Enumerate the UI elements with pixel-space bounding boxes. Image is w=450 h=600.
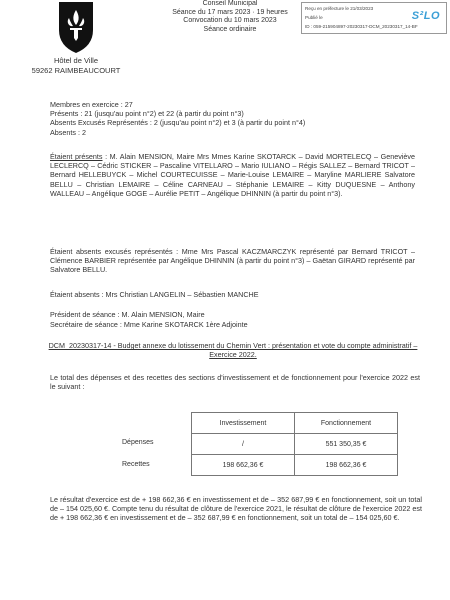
depenses-fonctionnement: 551 350,35 €: [295, 434, 398, 455]
stamp-published: Publié le: [305, 15, 323, 20]
excused-count: Absents Excusés Représentés : 2 (jusqu'au point n°2) et 3 (à partir du point n°4): [50, 118, 306, 128]
secretary-line: Secrétaire de séance : Mme Karine SKOTARCK 1ère Adjointe: [50, 320, 248, 329]
town-hall-label: Hôtel de Ville: [53, 56, 99, 65]
table-row-spacer: [178, 455, 192, 476]
recettes-fonctionnement: 198 662,36 €: [295, 455, 398, 476]
depenses-label: Dépenses: [122, 439, 154, 446]
town-address: [28, 56, 124, 76]
slo-logo: S²LO: [411, 10, 440, 22]
budget-intro: Le total des dépenses et des recettes des sections d'investissement et de fonctionnement pour l'exercice 2022 est le suivant :: [50, 373, 420, 392]
prefecture-stamp: [301, 2, 447, 34]
result-paragraph: Le résultat d'exercice est de + 198 662,36 € en investissement et de – 352 687,99 € en fonctionnement, soit un total de – 154 025,60 €. Compte tenu du résultat de clôture de l'exercice 2021, le résultat de clôture de l'exercice 2022 est de + 198 662,36 € en investissement et de – 352 687,99 € en fonctionnement, soit un total de – 154 025,60 €.: [50, 495, 422, 523]
presents-paragraph: [50, 152, 415, 198]
members-count: Membres en exercice : 27: [50, 100, 133, 109]
table-corner: [178, 413, 192, 434]
absents-paragraph: Étaient absents : Mrs Christian LANGELIN – Sébastien MANCHE: [50, 290, 259, 299]
town-crest-icon: [57, 0, 95, 54]
attendance-stats: [50, 100, 305, 137]
present-count: Présents : 21 (jusqu'au point n°2) et 22 (à partir du point n°3): [50, 109, 244, 119]
excused-paragraph: Étaient absents excusés représentés : Mme Mrs Pascal KACZMARCZYK représenté par Bernard TRICOT – Clémence BARBIER représentée par Angélique DHINNIN (à partir du point n°3) – Gaëtan GIRARD représenté par Salvatore BELLU.: [50, 247, 415, 275]
table-row: [178, 434, 398, 455]
table-row: [178, 455, 398, 476]
president-line: Président de séance : M. Alain MENSION, Maire: [50, 310, 205, 319]
deliberation-title: [44, 341, 422, 360]
budget-table: [178, 412, 398, 476]
session-type: Séance ordinaire: [203, 25, 257, 33]
deliberation-title-text: DCM_20230317-14 - Budget annexe du lotissement du Chemin Vert : présentation et vote du compte administratif – Exercice 2022.: [48, 341, 418, 360]
table-row-spacer: [178, 434, 192, 455]
town-name: 59262 RAIMBEAUCOURT: [31, 66, 121, 75]
session-info: [150, 0, 310, 34]
council-label: Conseil Municipal: [202, 0, 258, 7]
absent-count: Absents : 2: [50, 127, 86, 137]
stamp-id: ID : 059-215904897-20230317-DCM_20230317_14-BF: [305, 24, 418, 29]
session-date: Séance du 17 mars 2023 · 19 heures: [172, 8, 288, 16]
stamp-received: Reçu en préfecture le 21/03/2023: [305, 6, 374, 11]
presents-list: : M. Alain MENSION, Maire Mrs Mmes Karine SKOTARCK – David MORTELECQ – Geneviève LECLERCQ – Cédric STICKER – Pascaline VITELLARO – Mario IULIANO – Régis SALLEZ – Bernard TRICOT – Bernard HELLEBUYCK – Michel COURTECUISSE – Marie-Louise LEMAIRE – Maryline MARLIERE Salvatore BELLU – Christian LEMAIRE – Céline CARNEAU – Stéphanie LEMAIRE – Kitty DUQUESNE – Anthony WALLEAU – Angélique GOGE – Aurélie PETIT – Angélique DHINNIN (à partir du point n°3).: [50, 152, 415, 198]
recettes-investissement: 198 662,36 €: [192, 455, 295, 476]
convocation-date: Convocation du 10 mars 2023: [183, 17, 277, 25]
table-header-row: [178, 413, 398, 434]
recettes-label: Recettes: [122, 461, 150, 468]
presents-label: Étaient présents: [50, 152, 103, 161]
depenses-investissement: /: [192, 434, 295, 455]
investissement-header: Investissement: [192, 413, 295, 434]
fonctionnement-header: Fonctionnement: [295, 413, 398, 434]
